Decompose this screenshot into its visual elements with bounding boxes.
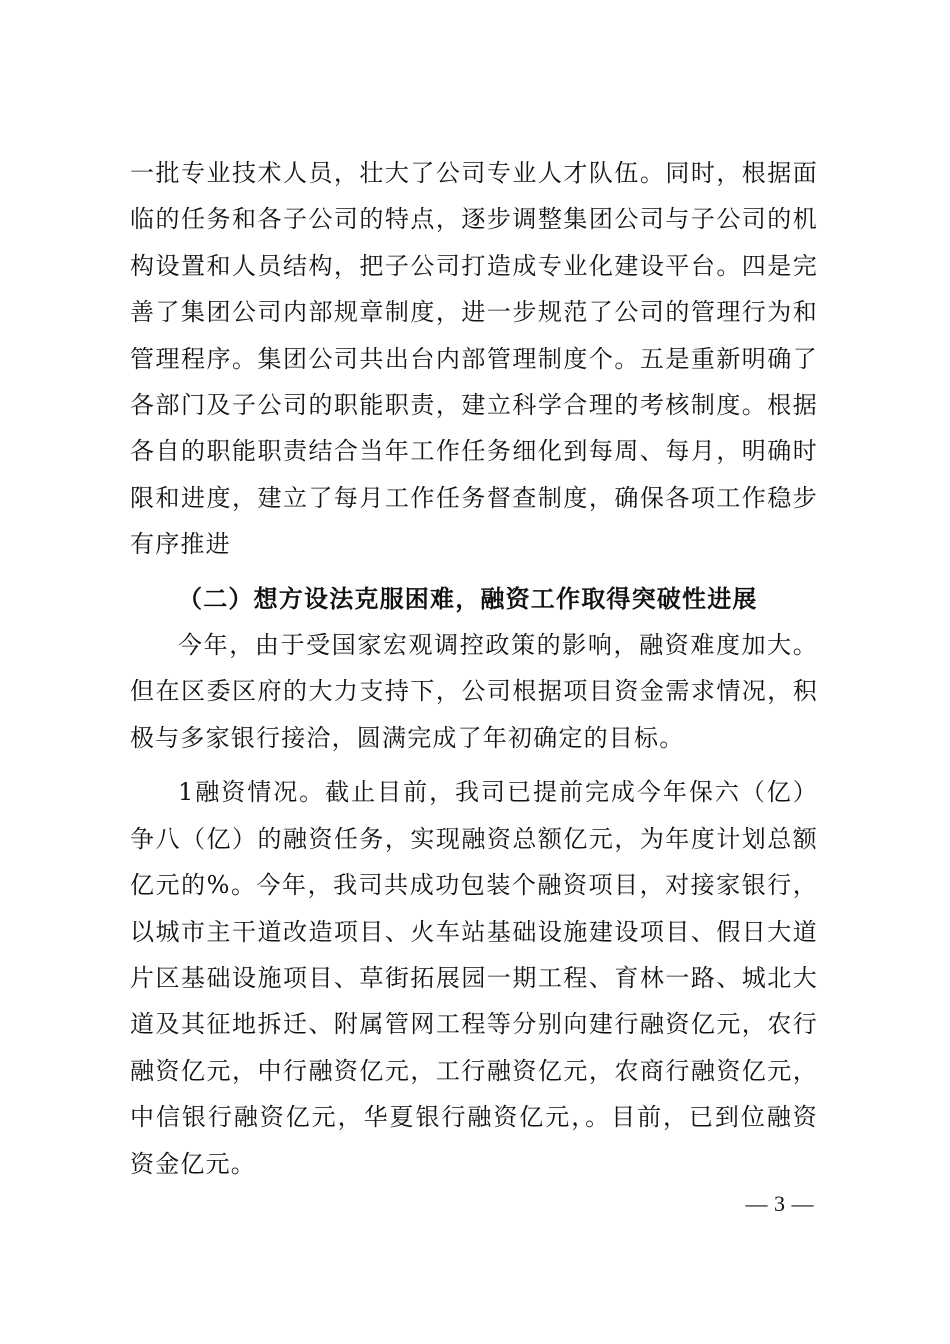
- section-heading: （二）想方设法克服困难，融资工作取得突破性进展: [178, 583, 758, 613]
- paragraph-financing-details: 1融资情况。截止目前，我司已提前完成今年保六（亿）争八（亿）的融资任务，实现融资总额亿元，为年度计划总额亿元的%。今年，我司共成功包装个融资项目，对接家银行，以城市主干道改造项目、火车站基础设施建设项目、假日大道片区基础设施项目、草街拓展园一期工程、育林一路、城北大道及其征地拆迁、附属管网工程等分别向建行融资亿元，农行融资亿元，中行融资亿元，工行融资亿元，农商行融资亿元，中信银行融资亿元，华夏银行融资亿元，。目前，已到位融资资金亿元。: [130, 778, 818, 1178]
- paragraph-financing-intro: 今年，由于受国家宏观调控政策的影响，融资难度加大。但在区委区府的大力支持下，公司根据项目资金需求情况，积极与多家银行接洽，圆满完成了年初确定的目标。: [130, 631, 818, 752]
- page-number: — 3 —: [745, 1191, 814, 1216]
- document-body: [130, 150, 818, 1187]
- paragraph-continuation: 一批专业技术人员，壮大了公司专业人才队伍。同时，根据面临的任务和各子公司的特点，逐步调整集团公司与子公司的机构设置和人员结构，把子公司打造成专业化建设平台。四是完善了集团公司内部规章制度，进一步规范了公司的管理行为和管理程序。集团公司共出台内部管理制度个。五是重新明确了各部门及子公司的职能职责，建立科学合理的考核制度。根据各自的职能职责结合当年工作任务细化到每周、每月，明确时限和进度，建立了每月工作任务督查制度，确保各项工作稳步有序推进: [130, 159, 818, 559]
